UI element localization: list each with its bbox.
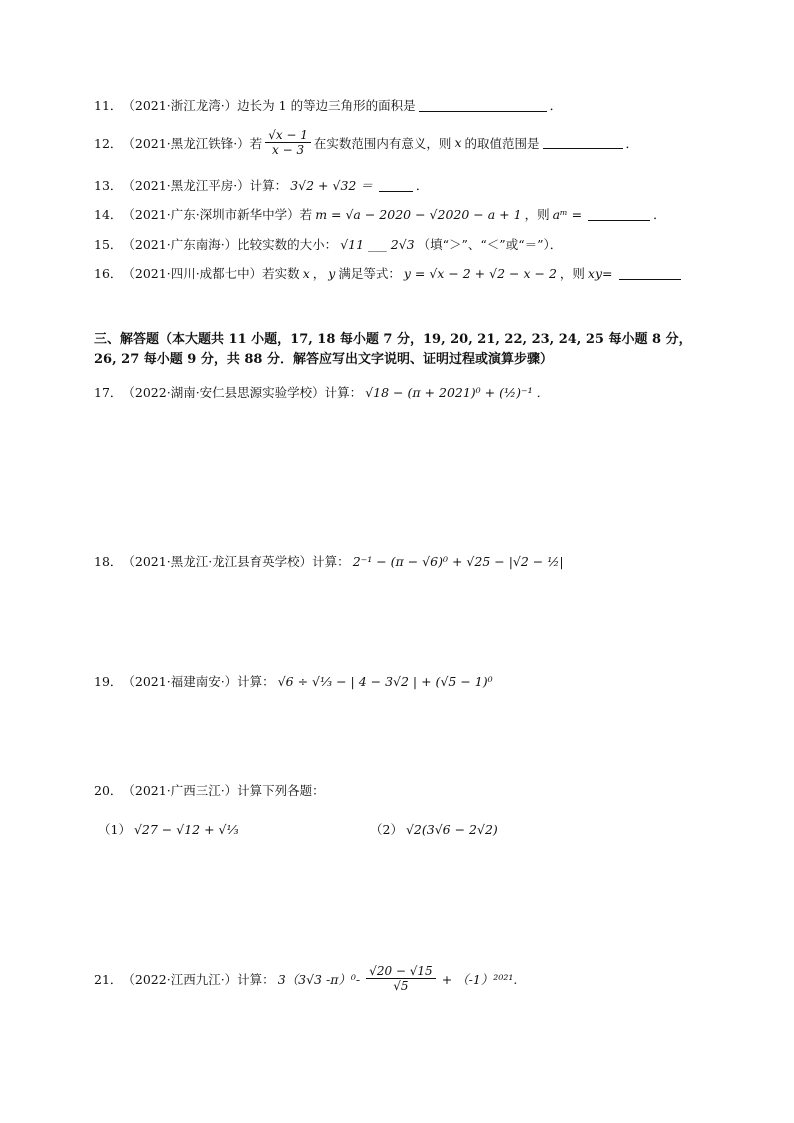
question-source: （2021·四川·成都七中） (122, 266, 263, 281)
math-expression: y = √x − 2 + √2 − x − 2 (403, 265, 557, 281)
question-15 (94, 235, 562, 253)
question-text: 满足等式： (338, 266, 401, 281)
question-source: （2021·福建南安·） (122, 674, 238, 689)
question-12 (94, 128, 638, 157)
question-13 (94, 176, 428, 194)
section-heading: 三、解答题（本大题共 11 小题，17, 18 每小题 7 分，19, 20, 21, 22, 23, 24, 25 每小题 8 分，26, 27 每小题 9 分，共 88 分．解答应写出文字说明、证明过程或演算步骤） (94, 332, 692, 367)
question-text: 计算： (237, 674, 275, 689)
question-text: 计算下列各题： (237, 783, 325, 798)
math-expression: √11 ___ 2√3 (340, 236, 415, 252)
question-21 (94, 964, 520, 993)
answer-blank[interactable] (379, 179, 413, 192)
question-16 (94, 264, 684, 282)
math-expression: + （-1）²⁰²¹. (441, 971, 518, 987)
question-text: 若 (299, 207, 313, 222)
math-expression: 2⁻¹ − (π − √6)⁰ + √25 − |√2 − ½| (352, 553, 564, 569)
question-source: （2022·湖南·安仁县思源实验学校） (122, 385, 325, 400)
question-source: （2021·浙江龙湾·） (122, 98, 238, 113)
fraction-denominator: √5 (393, 979, 409, 993)
question-18 (94, 552, 567, 570)
answer-blank[interactable] (588, 208, 650, 221)
question-20-part-1 (98, 820, 242, 838)
question-source: （2021·黑龙江铁锋·） (122, 135, 250, 151)
period: ． (549, 98, 563, 113)
question-text: 计算： (249, 178, 288, 193)
question-text: 计算： (237, 971, 275, 987)
period: ． (415, 178, 429, 193)
question-source: （2021·黑龙江·龙江县育英学校） (122, 554, 313, 569)
question-text: 计算： (312, 554, 350, 569)
question-source: （2021·黑龙江平房·） (122, 178, 250, 193)
math-expression: m = √a − 2020 − √2020 − a + 1 (315, 206, 522, 222)
math-expression: aᵐ = (552, 206, 583, 222)
question-text: ，则 (559, 266, 585, 281)
question-19 (94, 672, 496, 690)
math-expression: √2(3√6 − 2√2) (405, 821, 498, 837)
question-11 (94, 96, 562, 114)
math-expression: √18 − (π + 2021)⁰ + (½)⁻¹ ． (365, 385, 550, 400)
variable: y (328, 265, 336, 281)
question-hint: （填“＞”、“＜”或“＝”）． (417, 237, 563, 252)
question-source: （2021·广东·深圳市新华中学） (122, 207, 300, 222)
question-20 (94, 781, 325, 799)
answer-blank[interactable] (543, 136, 623, 149)
variable: x (302, 265, 310, 281)
fraction-numerator: √20 − √15 (366, 964, 436, 979)
fraction-denominator: x − 3 (272, 143, 305, 157)
question-number: 20． (94, 783, 123, 798)
question-text: 若实数 (262, 266, 300, 281)
question-text: 若 (249, 135, 263, 151)
question-number: 12． (94, 135, 123, 151)
answer-blank[interactable] (619, 267, 681, 280)
question-17 (94, 383, 552, 401)
math-expression: 3（3√3 -π）⁰- (277, 971, 361, 987)
question-number: 11． (94, 98, 123, 113)
question-14 (94, 205, 666, 223)
question-text: 的取值范围是 (464, 135, 540, 151)
question-text: 比较实数的大小： (237, 237, 338, 252)
question-20-part-2 (370, 820, 501, 838)
part-label: （2） (370, 822, 403, 837)
math-expression: √6 ÷ √⅓ − | 4 − 3√2 | + (√5 − 1)⁰ (277, 673, 493, 689)
question-source: （2022·江西九江·） (122, 971, 238, 987)
question-number: 17． (94, 385, 123, 400)
question-source: （2021·广东南海·） (122, 237, 238, 252)
fraction-numerator: √x − 1 (265, 128, 311, 143)
question-source: （2021·广西三江·） (122, 783, 238, 798)
question-number: 19． (94, 674, 123, 689)
question-text: 边长为 1 的等边三角形的面积是 (237, 98, 416, 113)
math-expression: xy= (587, 265, 613, 281)
question-text: ，则 (524, 207, 550, 222)
fraction (265, 128, 311, 157)
part-label: （1） (98, 822, 131, 837)
fraction (366, 964, 436, 993)
question-number: 21． (94, 971, 123, 987)
question-number: 14． (94, 207, 123, 222)
period: ． (653, 207, 666, 222)
answer-blank[interactable] (419, 99, 547, 112)
variable: x (454, 135, 462, 150)
question-text: ， (312, 266, 326, 281)
question-number: 15． (94, 237, 123, 252)
question-number: 18． (94, 554, 123, 569)
question-number: 13． (94, 178, 123, 193)
math-expression: √27 − √12 + √⅓ (133, 821, 239, 837)
question-number: 16． (94, 266, 123, 281)
math-expression: 3√2 + √32 ＝ (290, 178, 373, 193)
period: ． (625, 135, 639, 151)
question-text: 在实数范围内有意义，则 (313, 135, 452, 151)
question-text: 计算： (324, 385, 363, 400)
